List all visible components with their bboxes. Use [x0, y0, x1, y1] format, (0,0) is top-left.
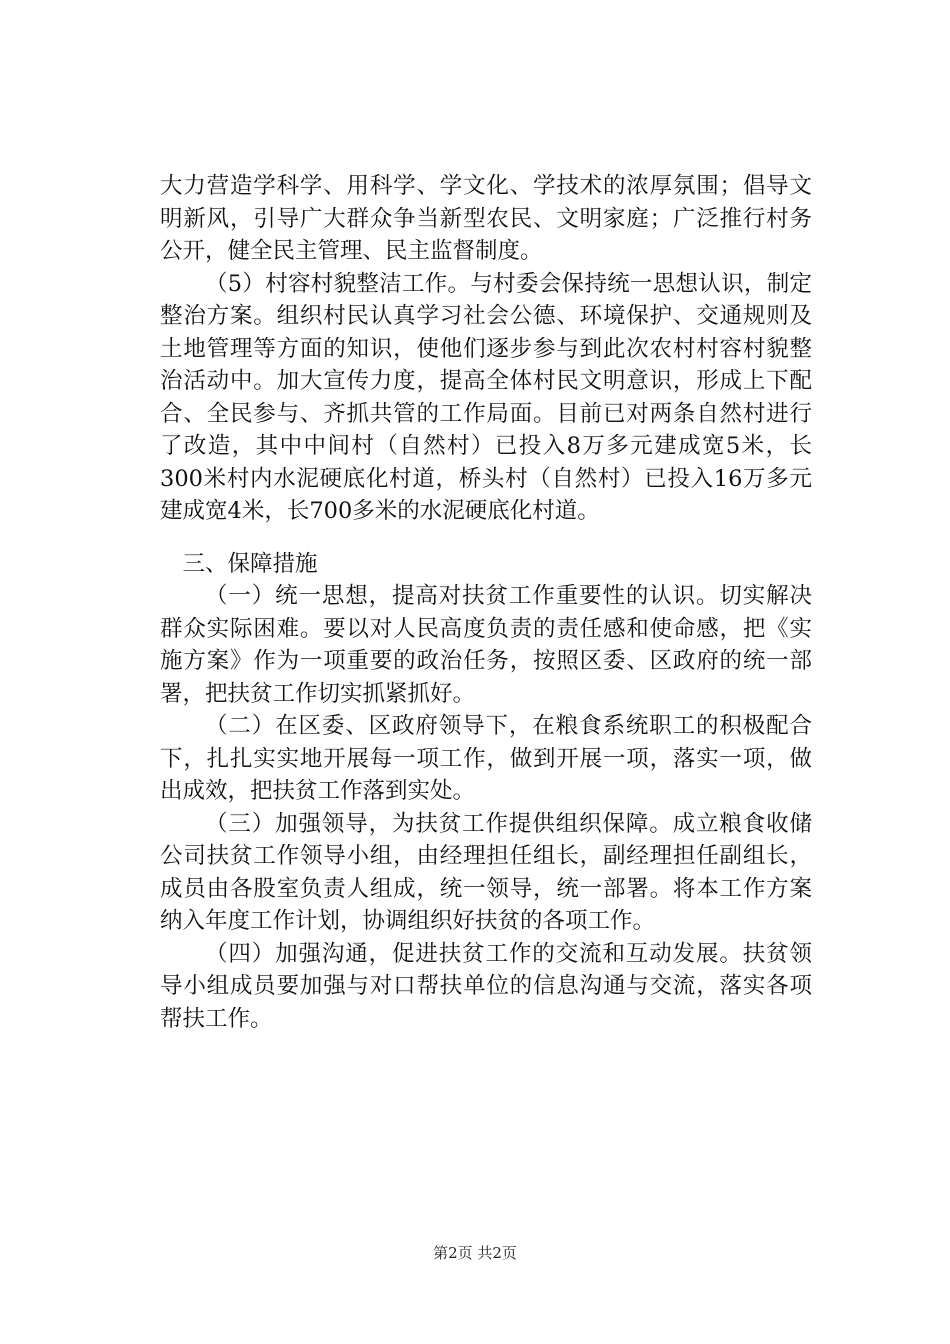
page-footer [0, 1242, 950, 1263]
paragraph-intro: 大力营造学科学、用科学、学文化、学技术的浓厚氛围；倡导文明新风，引导广大群众争当新型农民、文明家庭；广泛推行村务公开，健全民主管理、民主监督制度。 [160, 173, 812, 264]
paragraph-measure-2: （二）在区委、区政府领导下，在粮食系统职工的积极配合下，扎扎实实地开展每一项工作，做到开展一项，落实一项，做出成效，把扶贫工作落到实处。 [160, 713, 812, 804]
paragraph-village-renovation: （5）村容村貌整洁工作。与村委会保持统一思想认识，制定整治方案。组织村民认真学习社会公德、环境保护、交通规则及土地管理等方面的知识，使他们逐步参与到此次农村村容村貌整治活动中。加大宣传力度，提高全体村民文明意识，形成上下配合、全民参与、齐抓共管的工作局面。目前已对两条自然村进行了改造，其中中间村（自然村）已投入8万多元建成宽5米，长300米村内水泥硬底化村道，桥头村（自然村）已投入16万多元建成宽4米，长700多米的水泥硬底化村道。 [160, 270, 812, 524]
page-number-label: 第2页 共2页 [433, 1244, 517, 1262]
paragraph-measure-3: （三）加强领导，为扶贫工作提供组织保障。成立粮食收储公司扶贫工作领导小组，由经理担任组长，副经理担任副组长，成员由各股室负责人组成，统一领导，统一部署。将本工作方案纳入年度工作计划，协调组织好扶贫的各项工作。 [160, 810, 812, 934]
document-body [160, 170, 812, 1035]
paragraph-measure-4: （四）加强沟通，促进扶贫工作的交流和互动发展。扶贫领导小组成员要加强与对口帮扶单位的信息沟通与交流，落实各项帮扶工作。 [160, 940, 812, 1032]
section-heading: 三、保障措施 [182, 550, 318, 577]
paragraph-measure-1: （一）统一思想，提高对扶贫工作重要性的认识。切实解决群众实际困难。要以对人民高度负责的责任感和使命感，把《实施方案》作为一项重要的政治任务，按照区委、区政府的统一部署，把扶贫工作切实抓紧抓好。 [160, 583, 812, 707]
